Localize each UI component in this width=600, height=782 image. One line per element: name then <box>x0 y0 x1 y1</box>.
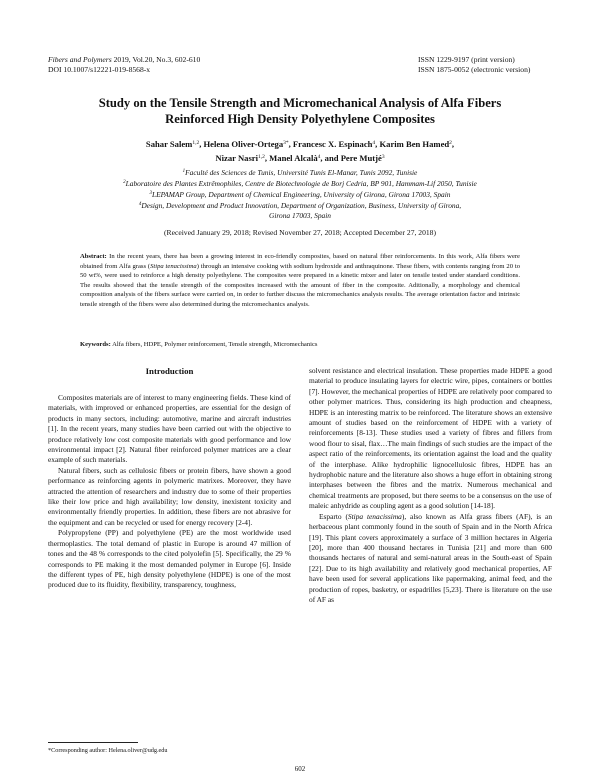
author-separator: , <box>375 139 380 149</box>
section-heading-introduction: Introduction <box>145 366 194 376</box>
affiliation <box>40 189 560 200</box>
column-right <box>309 366 552 605</box>
issn-print: ISSN 1229-9197 (print version) <box>418 55 515 64</box>
footnote <box>48 742 291 755</box>
species-name: Stipa tenacissima <box>347 511 402 521</box>
keywords-text: Alfa fibers, HDPE, Polymer reinforcement, Tensile strength, Micromechanics <box>110 341 318 348</box>
author-affil-mark: 1,2 <box>258 154 265 160</box>
affiliation-text: Design, Development and Product Innovation, Department of Organization, Business, University of Girona, <box>141 201 462 210</box>
author: Pere Mutjé <box>340 153 382 163</box>
affiliation <box>40 200 560 211</box>
issn-electronic: ISSN 1875-0052 (electronic version) <box>418 65 531 74</box>
author-separator: , <box>264 153 270 163</box>
affiliation <box>40 167 560 178</box>
author-line-1 <box>40 137 560 151</box>
affiliation-mark: 1 <box>182 169 186 174</box>
author-separator: , <box>288 139 293 149</box>
author-list <box>40 137 560 165</box>
paragraph: Polypropylene (PP) and polyethylene (PE) are the most worldwide used thermoplastics. The total demand of plastic in Europe is around 47 million of tones and the 48 % corresponds to the cited polyolefin [5]. Specifically, the 29 % corresponds to PE making it the most demanded polymer in Europe [6]. Inside the different types of PE, high density polyethylene (HDPE) is one of the most produced due to its fluidity, flexibility, transparency, toughness, <box>48 528 291 590</box>
affiliation-mark: 2 <box>123 180 126 185</box>
abstract-text-2: ) through an intensive cooking with sodium hydroxide and anthraquinone. These fibers, with contents ranging from 20 to 50 wt%, were used to reinforce a high density polyethylene. The composites were prepared in a kinetic mixer and later on tensile tested under standard conditions. The results showed that the tensile strength of the composites increased with the amount of fiber in the composite. Aditionally, a morphology and chemical composition analysis of the fibers surface were carried on, in order to further discuss the micromechanics analysis results. The average orientation factor and intrinsic tensile strength of the fibers were also determined during the micromechanics analysis. <box>80 262 520 308</box>
journal-header-right <box>418 55 530 75</box>
journal-header-left <box>48 55 200 75</box>
paragraph: Natural fibers, such as cellulosic fibers or protein fibers, have shown a good performance as reinforcing agents in polymeric matrixes. Moreover, they have attracted the attention of researchers and industry due to some of their properties like their low price and high availability; low density, inexistent toxicity and environmentally friendly properties. In addition, these fibers are not abrasive for the equipment and can be recycled or used for energy recovery [2-4]. <box>48 465 291 527</box>
author: Francesc X. Espinach <box>292 139 373 149</box>
affiliation-text: Girona 17003, Spain <box>269 211 331 220</box>
paragraph: solvent resistance and electrical insulation. These properties made HDPE a good material to produce insulating layers for electric wire, pipes, containers or bottles [7]. However, the mechanical properties of HDPE are relatively poor compared to other polymer matrices. Thus, considering its high production and cheapness, HDPE is an interesting matrix to be reinforced. The literature shows an extensive amount of studies based on the reinforcement of HDPE with a variety of reinforcements [8-13]. These studies used a variety of fibres and fillers from wood flour to sisal, flax…The main findings of such studies are the impact of the aspect ratio of the reinforcements, its orientation against the load and the quality of the interphase. Alike hydrophilic lignocellulosic fibres, HDPE has an hydrophobic nature and the literature also shows a huge effort in obtaining strong interphases between the fibres and the matrix. Numerous mechanical and chemical treatments are proposed, but there seems to be a consensus on the use of maleic anhydride as coupling agent as a good solution [14-18]. <box>309 366 552 511</box>
abstract <box>80 252 520 310</box>
journal-name: Fibers and Polymers <box>48 55 112 64</box>
affiliation <box>40 178 560 189</box>
author: Helena Oliver-Ortega <box>203 139 284 149</box>
abstract-text-1: In the recent years, there has been a growing interest in eco-friendly composites, based on natural fiber reinforcements. In this work, Alfa fibers were obtained from Alfa grass ( <box>80 253 520 270</box>
author-affil-mark: 3 <box>381 154 385 160</box>
author: Nizar Nasri <box>215 153 258 163</box>
title-line-2: Reinforced High Density Polyethylene Composites <box>165 112 435 126</box>
column-left <box>48 366 291 591</box>
affiliation-text: Faculté des Sciences de Tunis, Université Tunis El-Manar, Tunis 2092, Tunisie <box>185 168 418 177</box>
author-line-2 <box>40 151 560 165</box>
affiliation-text: LEPAMAP Group, Department of Chemical Engineering, University of Girona, Girona 17003, Spain <box>152 190 451 199</box>
paragraph <box>309 512 552 606</box>
affiliation-mark: 4 <box>138 202 142 207</box>
doi: DOI 10.1007/s12221-019-8568-x <box>48 65 151 74</box>
author-separator: , and <box>320 153 341 163</box>
keywords <box>80 340 520 350</box>
author-affil-mark: 2 <box>449 140 452 146</box>
abstract-species: Stipa tenacissima <box>150 262 197 270</box>
author-separator: , <box>199 139 204 149</box>
author-affil-mark: 4 <box>372 140 376 146</box>
corresponding-author: *Corresponding author: Helena.oliver@udg.edu <box>48 747 168 754</box>
author-affil-mark: 4 <box>317 154 321 160</box>
paper-title <box>40 95 560 127</box>
author-affil-mark: 1,2 <box>192 140 200 146</box>
affiliation-list <box>40 167 560 221</box>
affiliation-mark: 3 <box>149 191 153 196</box>
author: Karim Ben Hamed <box>379 139 450 149</box>
author: Manel Alcalà <box>269 153 318 163</box>
affiliation <box>40 211 560 221</box>
keywords-label: Keywords: <box>80 341 111 348</box>
journal-citation: 2019, Vol.20, No.3, 602-610 <box>113 55 201 64</box>
paragraph-text: Esparto ( <box>319 511 348 521</box>
page-number: 602 <box>294 765 306 773</box>
paragraph: Composites materials are of interest to many engineering fields. These kind of materials, with improved or enhanced properties, are essential for the design of products in many sectors, including: automotive, marine and aircraft industries [1]. In the recent years, many studies have been carried out with the objective to produce relatively low cost composite materials with good performance and low environmental impact [2]. Natural fiber reinforced polymer matrices are a clear example of such materials. <box>48 393 291 465</box>
footnote-rule <box>48 742 138 743</box>
author-separator: , <box>451 139 455 149</box>
paragraph-text: ), also known as Alfa grass fibers (AF), is an herbaceous plant commonly found in the south of Spain and in the North Africa [19]. This plant covers approximately a surface of 3 million hectares in Algeria [20], more than 400 thousand hectares in Tunisia [21] and more than 600 thousands hectares of natural and semi-natural areas in the South-east of Spain [22]. Due to its high availability and relatively good mechanical properties, AF have been used for several applications like papermaking, animal feed, and the production of ropes, basketry, or espadrilles [5,23]. There is literature on the use of AF as <box>309 511 553 604</box>
title-line-1: Study on the Tensile Strength and Micromechanical Analysis of Alfa Fibers <box>98 96 502 110</box>
author-affil-mark: 3* <box>283 140 289 146</box>
abstract-label: Abstract: <box>80 253 107 260</box>
received-dates: (Received January 29, 2018; Revised November 27, 2018; Accepted December 27, 2018) <box>163 228 437 237</box>
author: Sahar Salem <box>145 139 193 149</box>
affiliation-text: Laboratoire des Plantes Extrêmophiles, Centre de Biotechnologie de Borj Cedria, BP 901, Hammam-Lif 2050, Tunisie <box>125 179 477 188</box>
